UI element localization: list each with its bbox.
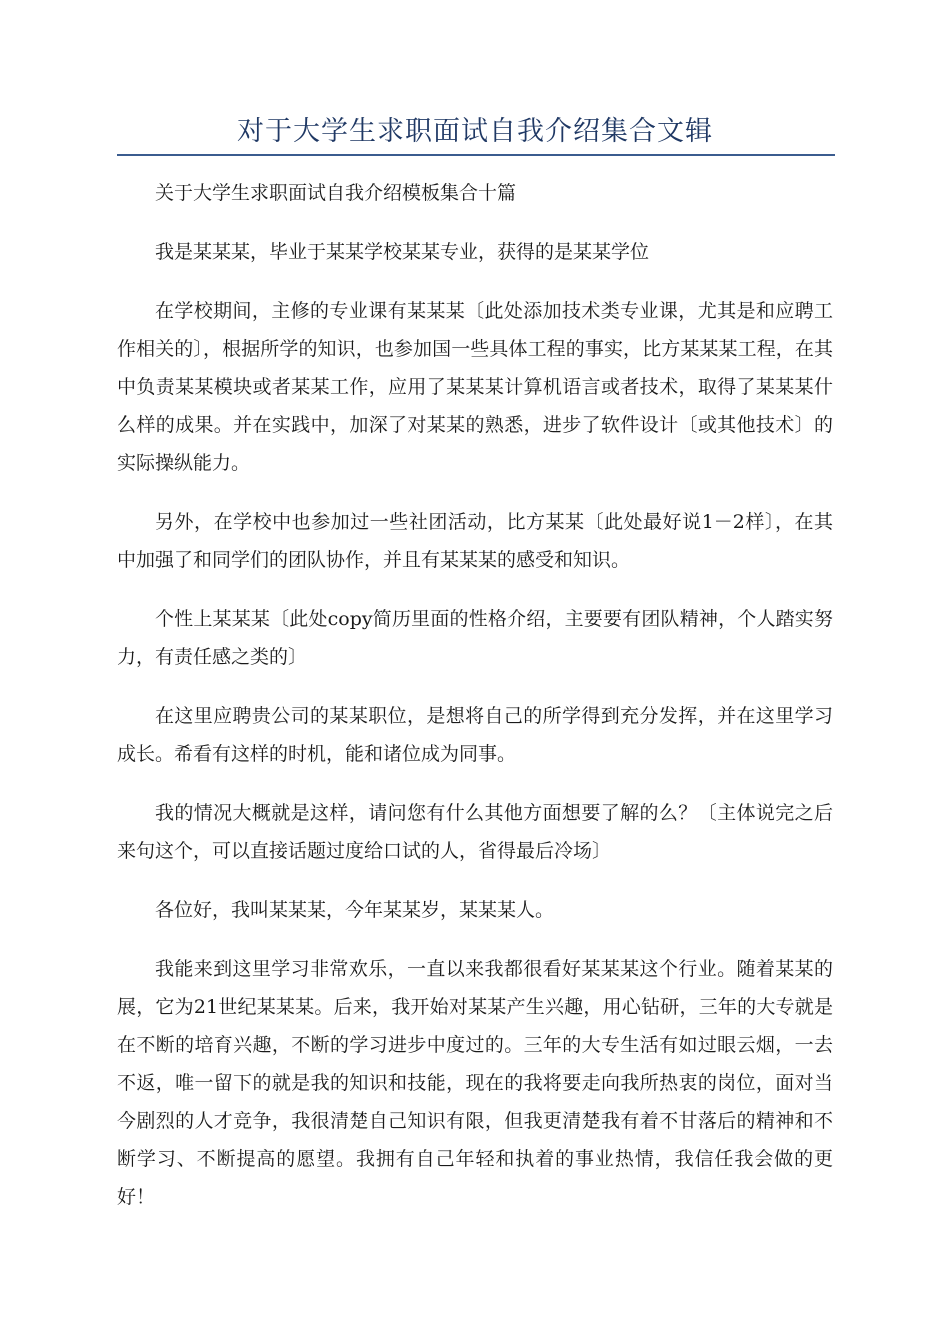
paragraph-introduction: 我是某某某，毕业于某某学校某某专业，获得的是某某学位 xyxy=(155,241,650,263)
paragraph-greeting: 各位好，我叫某某某，今年某某岁，某某某人。 xyxy=(155,899,555,921)
document-body xyxy=(117,174,833,1237)
paragraph-experience: 我能来到这里学习非常欢乐，一直以来我都很看好某某某这个行业。随着某某的展，它为21世纪某某某。后来，我开始对某某产生兴趣，用心钻研，三年的大专就是在不断的培育兴趣，不断的学习进步中度过的。三年的大专生活有如过眼云烟，一去不返，唯一留下的就是我的知识和技能，现在的我将要走向我所热衷的岗位，面对当今剧烈的人才竞争，我很清楚自己知识有限，但我更清楚我有着不甘落后的精神和不断学习、不断提高的愿望。我拥有自己年轻和执着的事业热情，我信任我会做的更好！ xyxy=(117,958,833,1208)
paragraph-subtitle: 关于大学生求职面试自我介绍模板集合十篇 xyxy=(155,182,517,204)
paragraph-personality: 个性上某某某〔此处copy简历里面的性格介绍，主要要有团队精神，个人踏实努力，有责任感之类的〕 xyxy=(117,608,833,668)
paragraph-activities: 另外，在学校中也参加过一些社团活动，比方某某〔此处最好说1－2样〕，在其中加强了和同学们的团队协作，并且有某某某的感受和知识。 xyxy=(117,511,833,571)
paragraph-coursework: 在学校期间，主修的专业课有某某某〔此处添加技术类专业课，尤其是和应聘工作相关的〕，根据所学的知识，也参加国一些具体工程的事实，比方某某某工程，在其中负责某某模块或者某某工作，应用了某某某计算机语言或者技术，取得了某某某什么样的成果。并在实践中，加深了对某某的熟悉，进步了软件设计〔或其他技术〕的实际操纵能力。 xyxy=(117,300,833,474)
title-underline xyxy=(117,154,835,156)
paragraph-closing-question: 我的情况大概就是这样，请问您有什么其他方面想要了解的么？〔主体说完之后来句这个，可以直接话题过度给口试的人，省得最后冷场〕 xyxy=(117,802,833,862)
document-title: 对于大学生求职面试自我介绍集合文辑 xyxy=(237,116,713,147)
paragraph-motivation: 在这里应聘贵公司的某某职位，是想将自己的所学得到充分发挥，并在这里学习成长。希看有这样的时机，能和诸位成为同事。 xyxy=(117,705,833,765)
